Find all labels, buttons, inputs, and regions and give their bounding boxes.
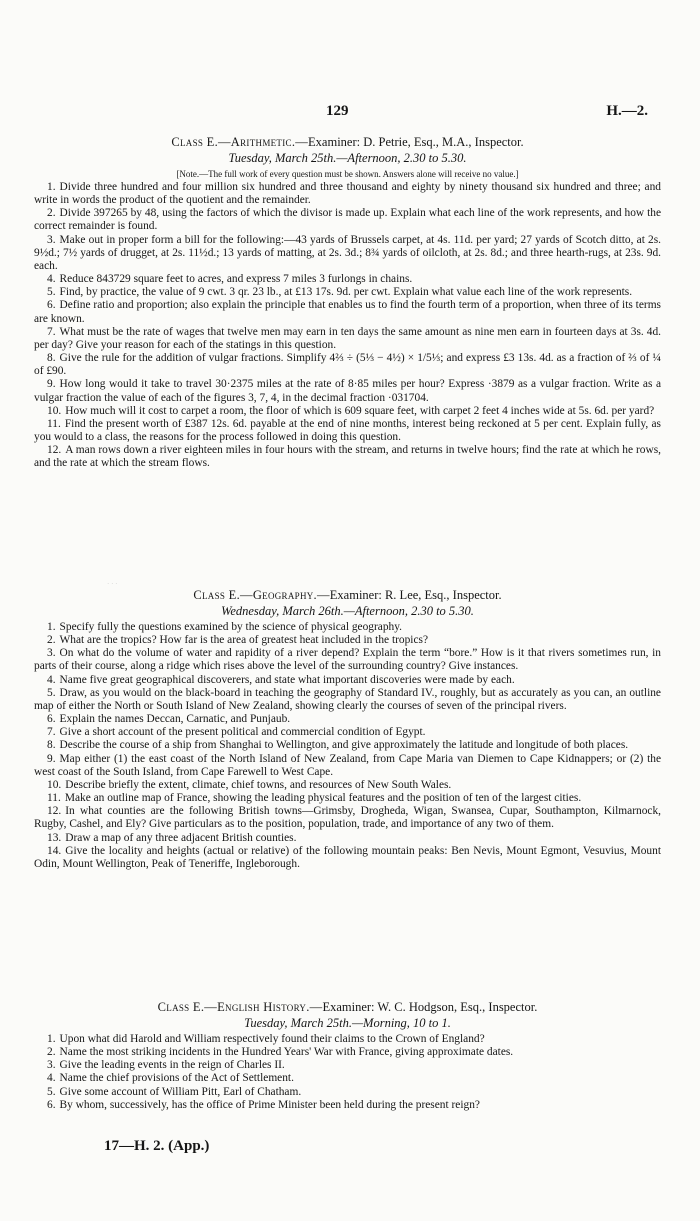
question-item xyxy=(34,1072,661,1085)
question-number: 5. xyxy=(47,286,56,299)
question-item xyxy=(34,181,661,207)
question-item xyxy=(34,779,661,792)
question-number: 2. xyxy=(47,1046,56,1059)
question-number: 3. xyxy=(47,233,56,246)
question-number: 4. xyxy=(47,273,56,286)
question-number: 3. xyxy=(47,647,56,660)
question-item xyxy=(34,418,661,444)
question-item xyxy=(34,647,661,673)
question-item xyxy=(34,1033,661,1046)
question-number: 3. xyxy=(47,1059,56,1072)
section-note: [Note.—The full work of every question must be shown. Answers alone will receive no value.] xyxy=(176,169,519,179)
question-item xyxy=(34,444,661,470)
subject-label: —English History.— xyxy=(204,1000,323,1014)
question-item xyxy=(34,792,661,805)
question-text: Find, by practice, the value of 9 cwt. 3 qr. 23 lb., at £13 17s. 9d. per cwt. Explain what value each line of the work represents. xyxy=(59,286,633,299)
question-text: Specify fully the questions examined by the science of physical geography. xyxy=(59,621,403,633)
question-text: Give some account of William Pitt, Earl of Chatham. xyxy=(59,1085,302,1098)
question-number: 2. xyxy=(47,207,56,220)
question-number: 11. xyxy=(47,792,61,805)
question-text: Draw a map of any three adjacent British counties. xyxy=(65,831,297,844)
question-item xyxy=(34,1086,661,1099)
question-number: 7. xyxy=(47,325,56,338)
document-id: H.—2. xyxy=(606,103,648,119)
question-text: Make out in proper form a bill for the following:—43 yards of Brussels carpet, at 4s. 11d. per yard; 27 yards of Scotch ditto, at 2s. 9½d.; 7½ yards of drugget, at 2s. 11½d.; 13 yards of matting, at 2s. 3d.; 8¾ yards of oilcloth, at 2s. 8d.; and three hearth-rugs, at 23s. 9d. each. xyxy=(34,233,661,272)
page-number: 129 xyxy=(326,103,349,119)
print-smudge: · · · xyxy=(107,580,118,588)
question-text: Draw, as you would on the black-board in teaching the geography of Standard IV., roughly, but as accurately as you can, an outline map of either the North or South Island of New Zealand, showing clearly the courses of seven of the principal rivers. xyxy=(34,686,661,712)
question-number: 11. xyxy=(47,417,61,430)
question-item xyxy=(34,739,661,752)
question-number: 7. xyxy=(47,726,56,739)
question-text: Give a short account of the present political and commercial condition of Egypt. xyxy=(59,726,426,739)
question-text: Reduce 843729 square feet to acres, and express 7 miles 3 furlongs in chains. xyxy=(59,273,413,286)
question-item xyxy=(34,326,661,352)
section-arithmetic xyxy=(34,135,661,470)
question-list xyxy=(34,181,661,470)
question-number: 1. xyxy=(47,1033,56,1045)
question-number: 2. xyxy=(47,634,56,647)
question-text: What must be the rate of wages that twelve men may earn in ten days the same amount as nine men earn in fourteen days at 3s. 4d. per day? Give your reason for each of the statings in this question. xyxy=(34,325,661,351)
question-text: Describe the course of a ship from Shanghai to Wellington, and give approximately the latitude and longitude of both places. xyxy=(59,739,629,752)
question-text: What are the tropics? How far is the area of greatest heat included in the tropics? xyxy=(59,634,429,647)
question-text: Describe briefly the extent, climate, chief towns, and resources of New South Wales. xyxy=(65,778,452,791)
section-date: Wednesday, March 26th.—Afternoon, 2.30 to 5.30. xyxy=(221,604,474,618)
question-text: How long would it take to travel 30·2375 miles at the rate of 8·85 miles per hour? Express ·3879 as a vulgar fraction. Write as a vulgar fraction the value of each of the figures 3, 7, 4, in the decimal fraction ·031704. xyxy=(34,378,661,404)
examiner-line: Examiner: R. Lee, Esq., Inspector. xyxy=(329,588,502,602)
section-geography xyxy=(34,588,661,871)
section-date: Tuesday, March 25th.—Morning, 10 to 1. xyxy=(244,1016,451,1030)
question-item xyxy=(34,805,661,831)
class-label: Class E. xyxy=(171,135,218,149)
question-number: 4. xyxy=(47,673,56,686)
question-number: 5. xyxy=(47,686,56,699)
question-item xyxy=(34,1046,661,1059)
question-number: 4. xyxy=(47,1072,56,1085)
question-text: Name the most striking incidents in the Hundred Years' War with France, giving approximate dates. xyxy=(59,1046,514,1059)
question-text: Name the chief provisions of the Act of Settlement. xyxy=(59,1072,294,1085)
section-english-history xyxy=(34,1000,661,1112)
question-item xyxy=(34,687,661,713)
section-title xyxy=(34,588,661,603)
question-text: Map either (1) the east coast of the North Island of New Zealand, from Cape Maria van Diemen to Cape Kidnappers; or (2) the west coast of the South Island, from Cape Farewell to West Cape. xyxy=(34,752,661,778)
question-item xyxy=(34,286,661,299)
question-number: 10. xyxy=(47,404,62,417)
question-text: How much will it cost to carpet a room, the floor of which is 609 square feet, with carpet 2 feet 4 inches wide at 5s. 6d. per yard? xyxy=(65,404,655,417)
question-list xyxy=(34,1033,661,1112)
examiner-line: Examiner: W. C. Hodgson, Esq., Inspector. xyxy=(322,1000,538,1014)
question-text: Name five great geographical discoverers, and state what important discoveries were made by each. xyxy=(59,673,515,686)
question-number: 6. xyxy=(47,299,56,312)
class-label: Class E. xyxy=(157,1000,205,1014)
question-item xyxy=(34,405,661,418)
question-number: 9. xyxy=(47,378,56,391)
question-number: 14. xyxy=(47,844,62,857)
question-item xyxy=(34,753,661,779)
question-text: Find the present worth of £387 12s. 6d. payable at the end of nine months, interest being reckoned at 5 per cent. Explain fully, as you would to a class, the reasons for the process followed in doing this question. xyxy=(34,417,661,443)
question-text: Define ratio and proportion; also explain the principle that enables us to find the fourth term of a proportion, when three of its terms are known. xyxy=(34,299,661,325)
question-number: 8. xyxy=(47,352,56,365)
subject-label: —Arithmetic.— xyxy=(218,135,309,149)
question-item xyxy=(34,845,661,871)
question-item xyxy=(34,207,661,233)
question-item xyxy=(34,726,661,739)
question-text: On what do the volume of water and rapidity of a river depend? Explain the term “bore.” How is it that rivers sometimes run, in parts of their course, along a ridge which rises above the level of the surrounding country? Give instances. xyxy=(34,647,661,673)
section-date: Tuesday, March 25th.—Afternoon, 2.30 to 5.30. xyxy=(228,151,467,165)
footer-signature-mark: 17—H. 2. (App.) xyxy=(104,1138,210,1154)
question-item xyxy=(34,234,661,273)
question-number: 10. xyxy=(47,778,62,791)
question-text: Upon what did Harold and William respectively found their claims to the Crown of England? xyxy=(59,1033,485,1045)
question-item xyxy=(34,352,661,378)
question-number: 9. xyxy=(47,752,56,765)
question-text: Explain the names Deccan, Carnatic, and Punjaub. xyxy=(59,713,291,726)
question-text: Give the leading events in the reign of Charles II. xyxy=(59,1059,285,1072)
question-text: Give the rule for the addition of vulgar fractions. Simplify 4⅔ ÷ (5⅓ − 4½) × 1/5⅓; and express £3 13s. 4d. as a fraction of ⅔ of ¼ of £90. xyxy=(34,352,661,378)
question-item xyxy=(34,378,661,404)
question-item xyxy=(34,674,661,687)
question-text: Make an outline map of France, showing the leading physical features and the position of ten of the largest cities. xyxy=(64,792,582,805)
question-number: 6. xyxy=(47,1098,56,1111)
question-list xyxy=(34,621,661,871)
question-item xyxy=(34,273,661,286)
question-item xyxy=(34,1059,661,1072)
question-number: 13. xyxy=(47,831,62,844)
question-number: 5. xyxy=(47,1085,56,1098)
question-number: 1. xyxy=(47,621,56,633)
question-text: In what counties are the following British towns—Grimsby, Drogheda, Wigan, Swansea, Cupar, Southampton, Kilmarnock, Rugby, Cashel, and Ely? Give particulars as to the position, population, trade, and importance of any two of them. xyxy=(34,805,661,831)
question-number: 6. xyxy=(47,713,56,726)
question-text: Divide 397265 by 48, using the factors of which the divisor is made up. Explain what each line of the work represents, and how the correct remainder is found. xyxy=(34,207,661,233)
question-item xyxy=(34,832,661,845)
question-number: 1. xyxy=(47,181,56,193)
question-item xyxy=(34,634,661,647)
subject-label: —Geography.— xyxy=(240,588,330,602)
question-number: 12. xyxy=(47,805,62,818)
question-item xyxy=(34,621,661,634)
class-label: Class E. xyxy=(193,588,241,602)
section-title xyxy=(34,135,661,150)
question-text: By whom, successively, has the office of Prime Minister been held during the present reign? xyxy=(59,1098,480,1111)
question-number: 12. xyxy=(47,444,62,457)
question-item xyxy=(34,299,661,325)
section-title xyxy=(34,1000,661,1015)
question-text: Divide three hundred and four million six hundred and three thousand and eighty by ninety thousand six hundred and three; and write in words the product of the quotient and the remainder. xyxy=(34,181,661,207)
examiner-line: Examiner: D. Petrie, Esq., M.A., Inspector. xyxy=(308,135,524,149)
question-item xyxy=(34,1099,661,1112)
question-text: Give the locality and heights (actual or relative) of the following mountain peaks: Ben Nevis, Mount Egmont, Vesuvius, Mount Odin, Mount Wellington, Peak of Teneriffe, Ingleborough. xyxy=(34,844,661,870)
question-number: 8. xyxy=(47,739,56,752)
question-text: A man rows down a river eighteen miles in four hours with the stream, and returns in twelve hours; find the rate at which he rows, and the rate at which the stream flows. xyxy=(34,444,661,470)
question-item xyxy=(34,713,661,726)
